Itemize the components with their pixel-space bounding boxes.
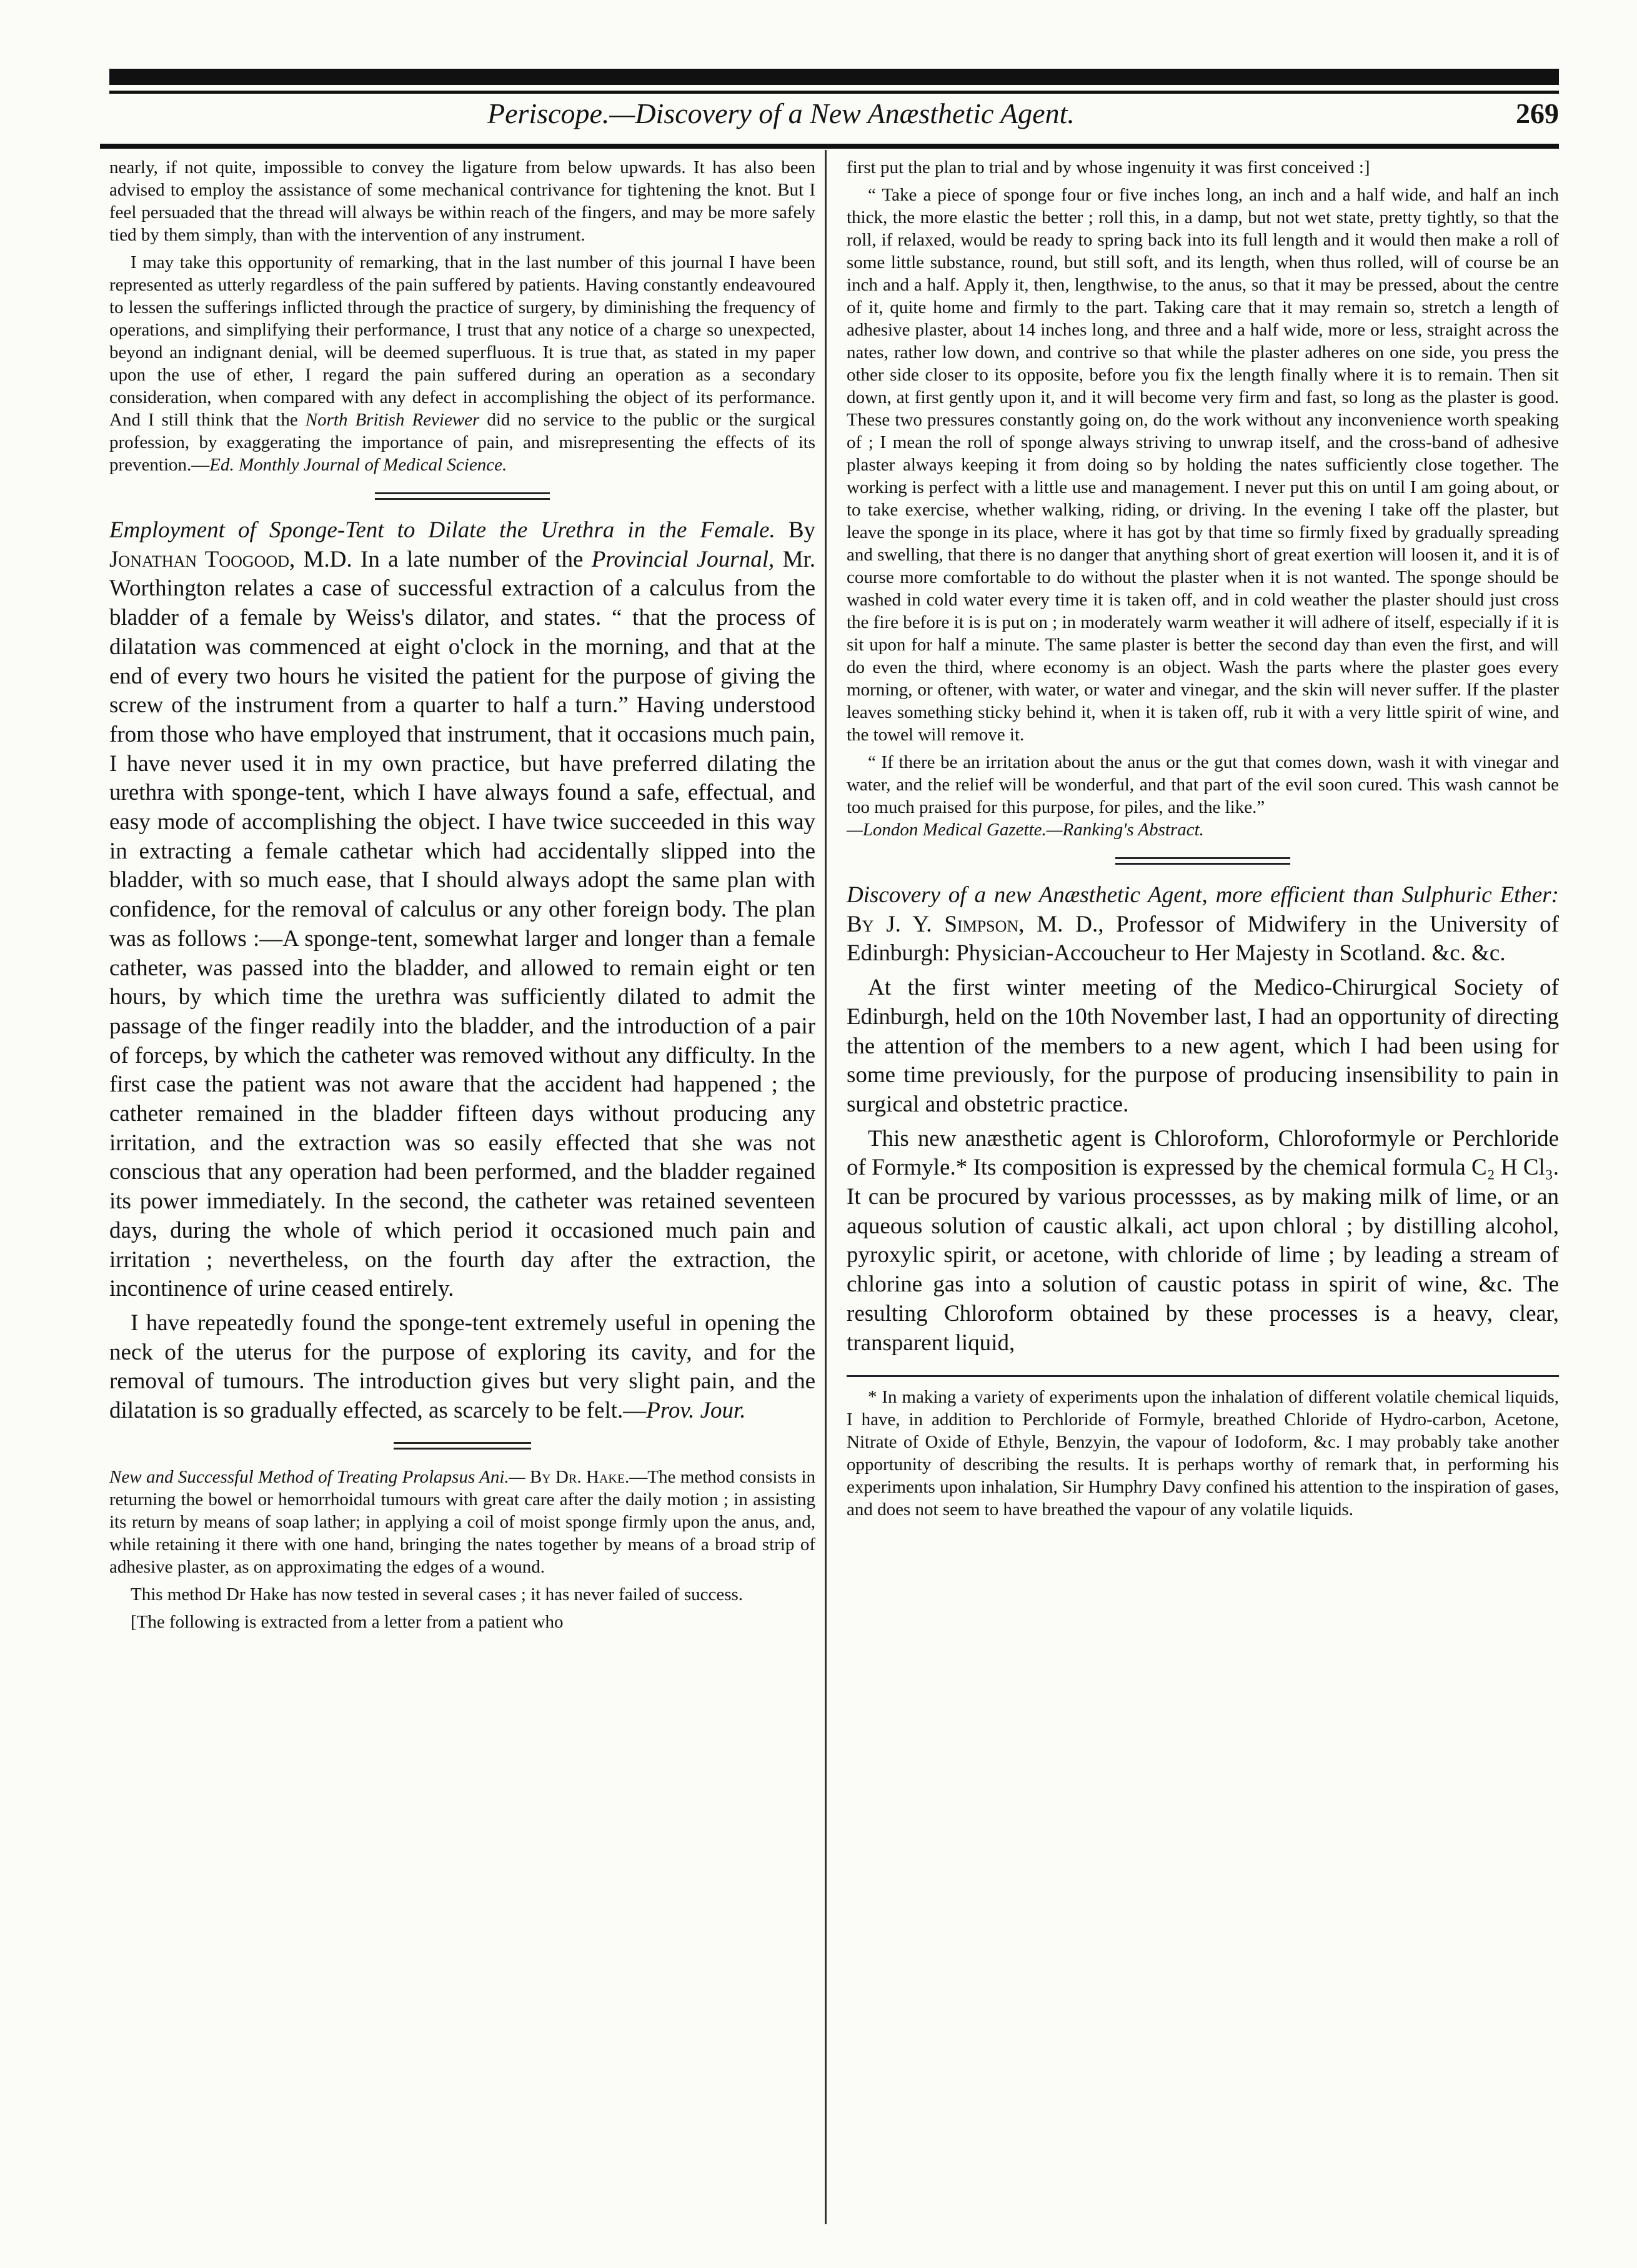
article-title: Employment of Sponge-Tent to Dilate the Urethra in the Female.: [109, 517, 775, 543]
paragraph: “ If there be an irritation about the anus or the gut that comes down, wash it with vinegar and water, and the relief will be wonderful, and that part of the evil soon cured. This wash cannot be too much praised for this purpose, for piles, and the like.” —London Medical Gazette.—Ranking's Abstract.: [847, 752, 1559, 840]
article-author: Jonathan Toogood, M.D.: [109, 546, 352, 572]
article-author: By Dr. Hake.: [529, 1466, 630, 1487]
top-heavy-rule: [109, 69, 1559, 85]
article-paragraph: New and Successful Method of Treating Prolapsus Ani.— By Dr. Hake.—The method consists in returning the bowel or hemorrhoidal tumours with great care after the daily motion ; in assisting its return by means of soap lather; in applying a coil of moist sponge firmly upon the anus, and, while retaining it there with one hand, bringing the nates together by means of a broad strip of adhesive plaster, as on approximating the edges of a wound.: [109, 1466, 815, 1577]
paragraph: first put the plan to trial and by whose ingenuity it was first conceived :]: [847, 157, 1370, 177]
page-header: [437, 97, 1559, 141]
header-rule: [100, 144, 1559, 149]
article-author: By J. Y. Simpson, M. D.,: [847, 911, 1104, 937]
running-title: Periscope.—Discovery of a New Anæsthetic Agent.: [487, 97, 1075, 129]
left-column: [109, 156, 815, 1638]
column-divider: [825, 150, 827, 2224]
paragraph: This new anæsthetic agent is Chloroform, Chloroformyle or Perchloride of Formyle.* Its composition is expressed by the chemical formula C₂ H Cl₃. It can be procured by various processses, as by making milk of lime, or an aqueous solution of caustic alkali, act upon chloral ; by distilling alcohol, pyroxylic spirit, or acetone, with chloride of lime ; by leading a stream of chlorine gas into a solution of caustic potass in spirit of wine, &c. The resulting Chloroform obtained by these processes is a heavy, clear, transparent liquid,: [847, 1125, 1559, 1356]
paragraph: I may take this opportunity of remarking, that in the last number of this journal I have been represented as utterly regardless of the pain suffered by patients. Having constantly endeavoured to lessen the sufferings inflicted through the practice of surgery, by diminishing the frequency of operations, and simplifying their performance, I trust that any notice of a charge so unexpected, beyond an indignant denial, will be deemed superfluous. It is true that, as stated in my paper upon the use of ether, I regard the pain suffered during an operation as a secondary consideration, when compared with any defect in accomplishing the object of its performance. And I still think that the North British Reviewer did no service to the public or the surgical profession, by exaggerating the importance of pain, and misrepresenting the effects of its prevention.—Ed. Monthly Journal of Medical Science.: [109, 252, 816, 475]
article-title: Discovery of a new Anæsthetic Agent, more efficient than Sulphuric Ether:: [847, 882, 1559, 908]
paragraph: This method Dr Hake has now tested in several cases ; it has never failed of success.: [131, 1584, 744, 1604]
top-thin-rule: [109, 91, 1559, 94]
right-column: [847, 156, 1559, 1526]
article-title: New and Successful Method of Treating Prolapsus Ani.—: [109, 1466, 525, 1487]
paragraph: At the first winter meeting of the Medico-Chirurgical Society of Edinburgh, held on the 10th November last, I had an opportunity of directing the attention of the members to a new agent, which I had been using for some time previously, for the purpose of producing insensibility to pain in surgical and obstetric practice.: [847, 975, 1559, 1117]
section-divider: [394, 1442, 531, 1450]
paragraph: “ Take a piece of sponge four or five inches long, an inch and a half wide, and half an inch thick, the more elastic the better ; roll this, in a damp, but not wet state, pretty tightly, so that the roll, if relaxed, would be ready to spring back into its full length and it would then make a roll of some little substance, round, but still soft, and its length, when thus rolled, will of course be an inch and a half. Apply it, then, lengthwise, to the anus, so that it may be pressed, about the centre of it, quite home and firmly to the part. Taking care that it may remain so, stretch a length of adhesive plaster, about 14 inches long, and three and a half wide, more or less, straight across the nates, rather low down, and contrive so that while the plaster adheres on one side, you press the other side closer to its opposite, before you fix the length finally where it is to remain. Then sit down, at first gently upon it, and it will become very firm and fast, so long as the plaster is good. These two pressures constantly going on, do the work without any inconvenience worth speaking of ; I mean the roll of sponge always striving to unwrap itself, and the cross-band of adhesive plaster always keeping it from doing so by holding the nates sufficiently close together. The working is perfect with a little use and management. I never put this on until I am going about, or to take exercise, whether walking, riding, or driving. In the evening I take off the plaster, but leave the sponge in its place, where it has got by that time so firmly fixed by gradually spreading and swelling, that there is no danger that anything short of great exertion will loosen it, and it is of course more comfortable to do without the plaster when it is not wanted. The sponge should be washed in cold water every time it is taken off, and in cold weather the plaster should just cross the fire before it is is put on ; in moderately warm weather it will adhere of itself, especially if it is sit upon for half a minute. The same plaster is better the second day than even the first, and will do even the third, where economy is an object. Wash the parts where the plaster goes every morning, or oftener, with water, or water and vinegar, and the skin will never suffer. If the plaster leaves something sticky behind it, when it is taken off, rub it with a very little spirit of wine, and the towel will remove it.: [847, 185, 1559, 745]
section-divider: [1115, 857, 1290, 865]
source-citation: —London Medical Gazette.—Ranking's Abstract.: [847, 820, 1204, 840]
footnote: * In making a variety of experiments upon the inhalation of different volatile chemical liquids, I have, in addition to Perchloride of Formyle, breathed Chloride of Hydro-carbon, Acetone, Nitrate of Oxide of Ethyle, Benzyin, the vapour of Iodoform, &c. I may probably take another opportunity of describing the results. It is perhaps worthy of remark that, in performing his experiments upon inhalation, Sir Humphry Davy confined his attention to the inspiration of gases, and does not seem to have breathed the vapour of any volatile liquids.: [847, 1387, 1559, 1520]
page-number: 269: [1516, 97, 1559, 129]
article-paragraph: Employment of Sponge-Tent to Dilate the Urethra in the Female. By Jonathan Toogood, M.D. In a late number of the Provincial Journal, Mr. Worthington relates a case of successful extraction of a calculus from the bladder of a female by Weiss's dilator, and states. “ that the process of dilatation was commenced at eight o'clock in the morning, and that at the end of every two hours he visited the patient for the purpose of giving the screw of the instrument from a quarter to half a turn.” Having understood from those who have employed that instrument, that it occasions much pain, I have never used it in my own practice, but have preferred dilating the urethra with sponge-tent, which I have always found a safe, effectual, and easy mode of accomplishing the object. I have twice succeeded in this way in extracting a female cathetar which had accidentally slipped into the bladder, with so much ease, that I should always adopt the same plan with confidence, for the removal of calculus or any other foreign body. The plan was as follows :—A sponge-tent, somewhat larger and longer than a female catheter, was passed into the bladder, and allowed to remain eight or ten hours, by which time the urethra was sufficiently dilated to admit the passage of the finger readily into the bladder, and the introduction of a pair of forceps, by which the catheter was removed without any difficulty. In the first case the patient was not aware that the accident had happened ; the catheter remained in the bladder fifteen days without producing any irritation, and the extraction was so easily effected that she was not conscious that any operation had been performed, and the bladder regained its power immediately. In the second, the catheter was retained seventeen days, during the whole of which period it occasioned much pain and irritation ; nevertheless, on the fourth day after the extraction, the incontinence of urine ceased entirely.: [109, 517, 816, 1302]
paragraph: I have repeatedly found the sponge-tent extremely useful in opening the neck of the uterus for the purpose of exploring its cavity, and for the removal of tumours. The introduction gives but very slight pain, and the dilatation is so gradually effected, as scarcely to be felt.—Prov. Jour.: [109, 1310, 815, 1424]
section-divider: [375, 492, 550, 500]
paragraph: nearly, if not quite, impossible to convey the ligature from below upwards. It has also been advised to employ the assistance of some mechanical contrivance for tightening the knot. But I feel persuaded that the thread will always be within reach of the fingers, and may be more safely tied by them simply, than with the intervention of any instrument.: [109, 157, 815, 245]
paragraph: [The following is extracted from a letter from a patient who: [131, 1611, 564, 1632]
article-paragraph: Discovery of a new Anæsthetic Agent, more efficient than Sulphuric Ether: By J. Y. Simpson, M. D., Professor of Midwifery in the University of Edinburgh: Physician-Accoucheur to Her Majesty in Scotland. &c. &c.: [847, 882, 1559, 967]
footnote-rule: [847, 1375, 1559, 1377]
